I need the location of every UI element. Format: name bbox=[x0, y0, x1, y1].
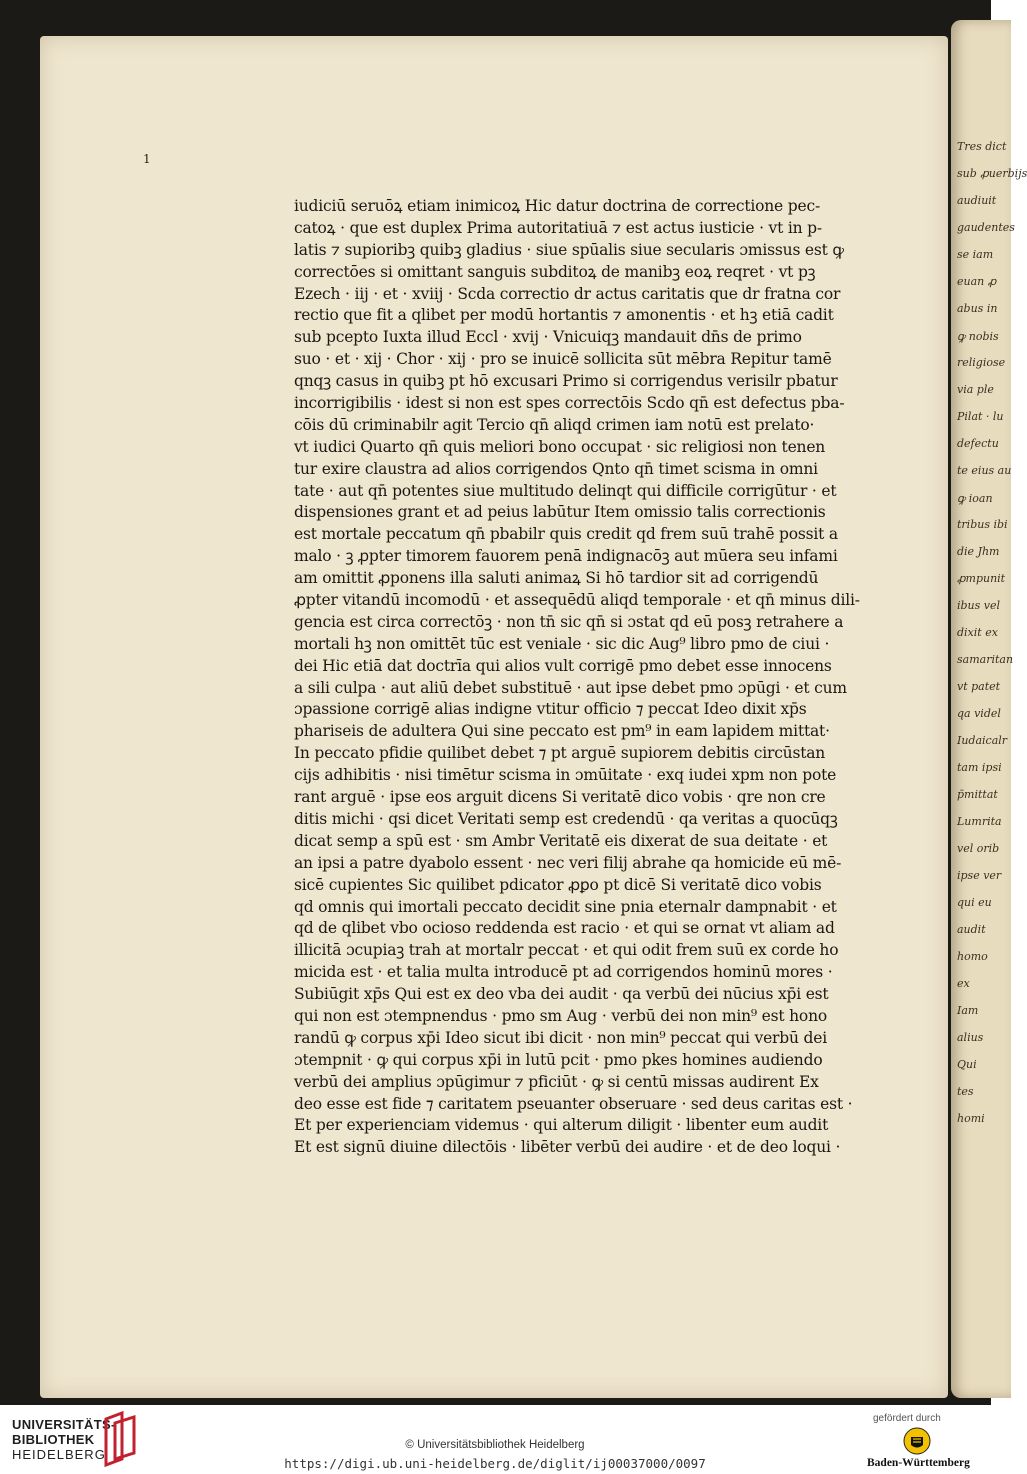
text-line: Ezech · iij · et · xviij · Scda correctio dr actus caritatis que dr fratna cor bbox=[294, 284, 841, 303]
manuscript-page bbox=[40, 36, 948, 1398]
text-line: randū ꝙ corpus xp̄i Ideo sicut ibi dicit · non min⁹ peccat qui verbū dei bbox=[294, 1028, 827, 1047]
text-line: dei Hic etiā dat doctrīa qui alios vult corrigē pmo debet esse innocens bbox=[294, 656, 832, 675]
text-line: In peccato pfidie quilibet debet ⁊ pt arguē supiorem debitis circūstan bbox=[294, 744, 826, 763]
text-line: qui non est ɔtempnendus · pmo sm Aug · verbū dei non min⁹ est hono bbox=[294, 1006, 827, 1025]
next-page-fragment: se iam bbox=[957, 248, 994, 261]
next-page-fragment: Tres dict bbox=[957, 140, 1007, 153]
next-page-fragment: alius bbox=[957, 1031, 984, 1044]
text-line: illicitā ɔcupiaꝫ trah at mortalr peccat · et qui odit frem suū ex corde ho bbox=[294, 941, 839, 960]
text-line: cijs adhibitis · nisi timētur scisma in ɔmūitate · exq iudei xpm non pote bbox=[294, 766, 837, 785]
next-page-fragment: Iam bbox=[957, 1004, 979, 1017]
next-page-fragment: ipse ver bbox=[957, 869, 1002, 882]
text-line: ꝓpter vitandū incomodū · et assequēdū aliqd temporale · et qn̄ minus dili- bbox=[294, 591, 860, 610]
next-page-fragment: audit bbox=[957, 923, 986, 936]
next-page-fragment: samaritan bbox=[957, 653, 1014, 666]
text-line: qd de qlibet vbo ocioso reddenda est racio · et qui se ornat vt aliam ad bbox=[294, 919, 835, 938]
permalink-url[interactable]: https://digi.ub.uni-heidelberg.de/diglit/ij00037000/0097 bbox=[284, 1456, 706, 1471]
next-page-fragment: Qui bbox=[957, 1058, 977, 1071]
folio-mark: 1 bbox=[143, 152, 151, 166]
text-line: iudiciū seruōꝝ etiam inimicoꝝ Hic datur doctrina de correctione pec- bbox=[294, 197, 820, 215]
next-page-fragment: ꝓmpunit bbox=[957, 572, 1006, 585]
library-name-line: HEIDELBERG bbox=[12, 1447, 106, 1462]
next-page-fragment: vel orib bbox=[957, 842, 1000, 855]
text-line: an ipsi a patre dyabolo essent · nec veri filij abrahe qa homicide eū mē- bbox=[294, 853, 842, 872]
text-line: mortali hꝫ non omittēt tūc est veniale · sic dic Aug⁹ libro pmo de ciui · bbox=[294, 634, 830, 653]
next-page-fragment: te eius au bbox=[957, 464, 1012, 477]
text-block bbox=[294, 196, 934, 1159]
text-line: dicat semp a spū est · sm Ambr Veritatē eis dixerat de sua deitate · et bbox=[294, 831, 828, 850]
next-page-fragment: qui eu bbox=[957, 896, 992, 909]
copyright-notice: © Universitätsbibliothek Heidelberg bbox=[405, 1439, 585, 1451]
next-page-fragment: sub ꝓuerbijs bbox=[957, 167, 1027, 180]
next-page-fragment: qa videl bbox=[957, 707, 1001, 720]
text-line: sub pcepto Iuxta illud Eccl · xvij · Vnicuiqꝫ mandauit dn̄s de primo bbox=[294, 328, 802, 347]
next-page-fragment: die Jhm bbox=[957, 545, 1000, 558]
next-page-fragment: homo bbox=[957, 950, 988, 963]
next-page-fragment: gaudentes bbox=[957, 221, 1015, 234]
text-line: sicē cupientes Sic quilibet pdicator ꝓꝑo pt dicē Si veritatē dico vobis bbox=[294, 875, 822, 894]
text-line: incorrigibilis · idest si non est spes correctōis Scdo qn̄ est defectus pba- bbox=[294, 394, 845, 413]
text-line: catoꝝ · que est duplex Prima autoritatiuā ⁊ est actus iusticie · vt in p- bbox=[294, 218, 822, 237]
next-page-fragment: Pilat · lu bbox=[957, 410, 1004, 423]
next-page-fragment: ex bbox=[957, 977, 970, 990]
library-logo-icon bbox=[102, 1413, 138, 1465]
text-line: correctōes si omittant sanguis subditoꝝ de manibꝫ eoꝝ reqret · vt pꝫ bbox=[294, 262, 816, 281]
library-name-line: UNIVERSITÄTS- bbox=[12, 1417, 116, 1432]
text-line: phariseis de adultera Qui sine peccato est pm⁹ in eam lapidem mittat· bbox=[294, 722, 830, 741]
text-line: dispensiones grant et ad peius labūtur Item omissio talis correctionis bbox=[294, 503, 826, 522]
text-line: suo · et · xij · Chor · xij · pro se inuicē sollicita sūt mēbra Repitur tamē bbox=[294, 350, 832, 369]
text-line: tate · aut qn̄ potentes siue multitudo delinqt qui difficile corrigūtur · et bbox=[294, 481, 837, 500]
next-page-fragment: homi bbox=[957, 1112, 985, 1125]
next-page-fragment: via ple bbox=[957, 383, 994, 396]
library-name-line: BIBLIOTHEK bbox=[12, 1432, 95, 1447]
next-page-fragment: euan ꝓ bbox=[957, 275, 997, 288]
next-page-fragment: tes bbox=[957, 1085, 974, 1098]
next-page-fragment: vt patet bbox=[957, 680, 1001, 693]
text-line: ditis michi · qsi dicet Veritati semp est credendū · qa veritas a quocūqꝫ bbox=[294, 809, 838, 828]
next-page-edge bbox=[951, 20, 1027, 1398]
text-line: qnqꝫ casus in quibꝫ pt hō excusari Primo si corrigendus verisilr pbatur bbox=[294, 372, 838, 391]
text-line: gencia est circa correctōꝫ · non tn̄ sic qn̄ si ɔstat qd eū posꝫ retrahere a bbox=[294, 612, 844, 631]
next-page-fragment: Iudaicalr bbox=[957, 734, 1008, 747]
footer bbox=[0, 1405, 991, 1474]
next-page-fragment: religiose bbox=[957, 356, 1006, 369]
text-line: Subiūgit xp̄s Qui est ex deo vba dei audit · qa verbū dei nūcius xp̄i est bbox=[294, 985, 829, 1004]
next-page-fragment: p̄mittat bbox=[957, 788, 998, 801]
sponsor-caption: gefördert durch bbox=[873, 1413, 941, 1424]
text-line: Et per experienciam videmus · qui alterum diligit · libenter eum audit bbox=[294, 1116, 829, 1135]
sponsor-name: Baden-Württemberg bbox=[867, 1457, 970, 1469]
text-line: vt iudici Quarto qn̄ quis meliori bono occupat · sic religiosi non tenen bbox=[294, 437, 826, 456]
next-page-fragment: abus in bbox=[957, 302, 998, 315]
text-line: cōis dū criminabilr agit Tercio qn̄ aliqd crimen iam notū est prelato· bbox=[294, 415, 815, 434]
text-line: ɔpassione corrigē alias indigne vtitur officio ⁊ peccat Ideo dixit xp̄s bbox=[294, 700, 807, 719]
text-line: qd omnis qui imortali peccato decidit sine pnia eternalr dampnabit · et bbox=[294, 897, 837, 916]
text-line: verbū dei amplius ɔpūgimur ⁊ pficiūt · ꝙ si centū missas audirent Ex bbox=[294, 1072, 819, 1091]
text-line: est mortale peccatum qn̄ pbabilr quis credit qd frem suū trahē possit a bbox=[294, 525, 838, 544]
next-page-fragment: ibus vel bbox=[957, 599, 1001, 612]
text-line: latis ⁊ supioribꝫ quibꝫ gladius · siue spūalis siue secularis ɔmissus est ꝙ bbox=[294, 240, 844, 259]
text-line: rectio que fit a qlibet per modū hortantis ⁊ amonentis · et hꝫ etiā cadit bbox=[294, 306, 834, 325]
next-page-fragment: dixit ex bbox=[957, 626, 998, 639]
next-page-fragment: tam ipsi bbox=[957, 761, 1002, 774]
next-page-fragment: Lumrita bbox=[957, 815, 1002, 828]
state-emblem-icon bbox=[903, 1427, 931, 1455]
next-page-fragment: ꝙ ioan bbox=[957, 492, 993, 505]
text-line: am omittit ꝓponens illa saluti animaꝝ Si hō tardior sit ad corrigendū bbox=[294, 569, 819, 588]
text-line: micida est · et talia multa introducē pt ad corrigendos hominū mores · bbox=[294, 963, 833, 982]
text-line: deo esse est fide ⁊ caritatem pseuanter obseruare · sed deus caritas est · bbox=[294, 1094, 853, 1113]
text-line: Et est signū diuine dilectōis · libēter verbū dei audire · et de deo loqui · bbox=[294, 1138, 841, 1157]
next-page-fragment: audiuit bbox=[957, 194, 997, 207]
next-page-fragment: defectu bbox=[957, 437, 999, 450]
text-line: rant arguē · ipse eos arguit dicens Si veritatē dico vobis · qre non cre bbox=[294, 788, 826, 807]
text-line: tur exire claustra ad alios corrigendos Qnto qn̄ timet scisma in omni bbox=[294, 459, 818, 478]
text-line: ɔtempnit · ꝙ qui corpus xp̄i in lutū pcit · pmo pkes homines audiendo bbox=[294, 1050, 823, 1069]
next-page-fragment: tribus ibi bbox=[957, 518, 1008, 531]
library-logo-text bbox=[12, 1417, 116, 1462]
text-line: a sili culpa · aut aliū debet substituē · aut ipse debet pmo ɔpūgi · et cum bbox=[294, 678, 847, 697]
next-page-fragment: ꝙ nobis bbox=[957, 330, 999, 343]
text-line: malo · ꝫ ꝓpter timorem fauorem penā indignacōꝫ aut mūera seu infami bbox=[294, 547, 838, 566]
